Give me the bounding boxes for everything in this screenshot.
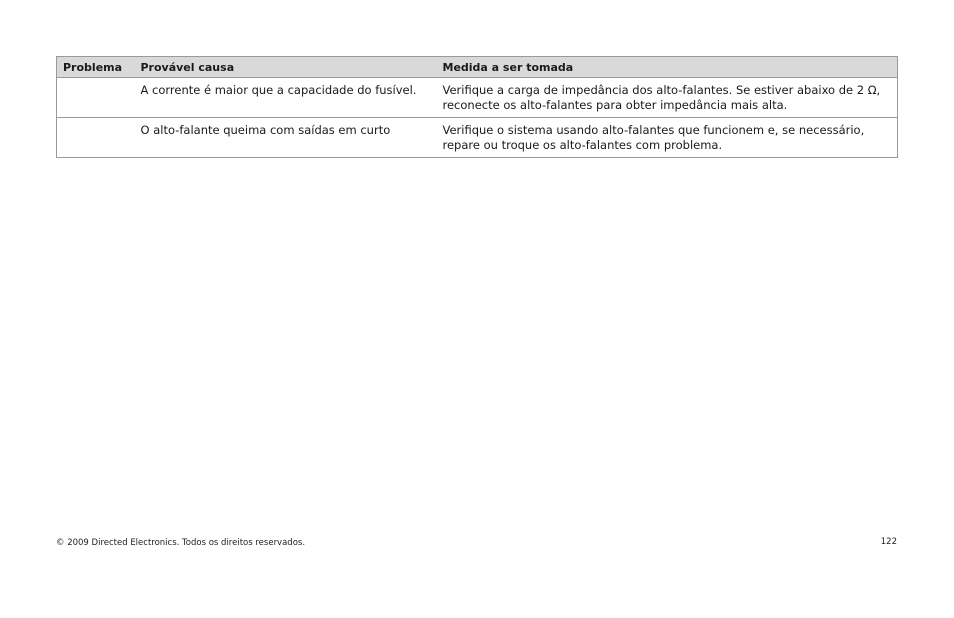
header-problem: Problema (57, 57, 137, 78)
header-action: Medida a ser tomada (439, 57, 898, 78)
cell-cause: A corrente é maior que a capacidade do fusível. (137, 78, 439, 118)
header-row (57, 57, 898, 78)
troubleshooting-table (56, 56, 898, 158)
cell-action: Verifique a carga de impedância dos alto-falantes. Se estiver abaixo de 2 Ω, reconecte os alto-falantes para obter impedância mais alta. (439, 78, 898, 118)
table-row (57, 118, 898, 158)
table-header (57, 57, 898, 78)
cell-cause: O alto-falante queima com saídas em curto (137, 118, 439, 158)
table-row (57, 78, 898, 118)
table-body (57, 78, 898, 158)
page-number: 122 (880, 537, 897, 547)
footer-copyright: © 2009 Directed Electronics. Todos os direitos reservados. (56, 538, 306, 548)
cell-problem (57, 78, 137, 118)
header-cause: Provável causa (137, 57, 439, 78)
cell-action: Verifique o sistema usando alto-falantes que funcionem e, se necessário, repare ou troque os alto-falantes com problema. (439, 118, 898, 158)
cell-problem (57, 118, 137, 158)
